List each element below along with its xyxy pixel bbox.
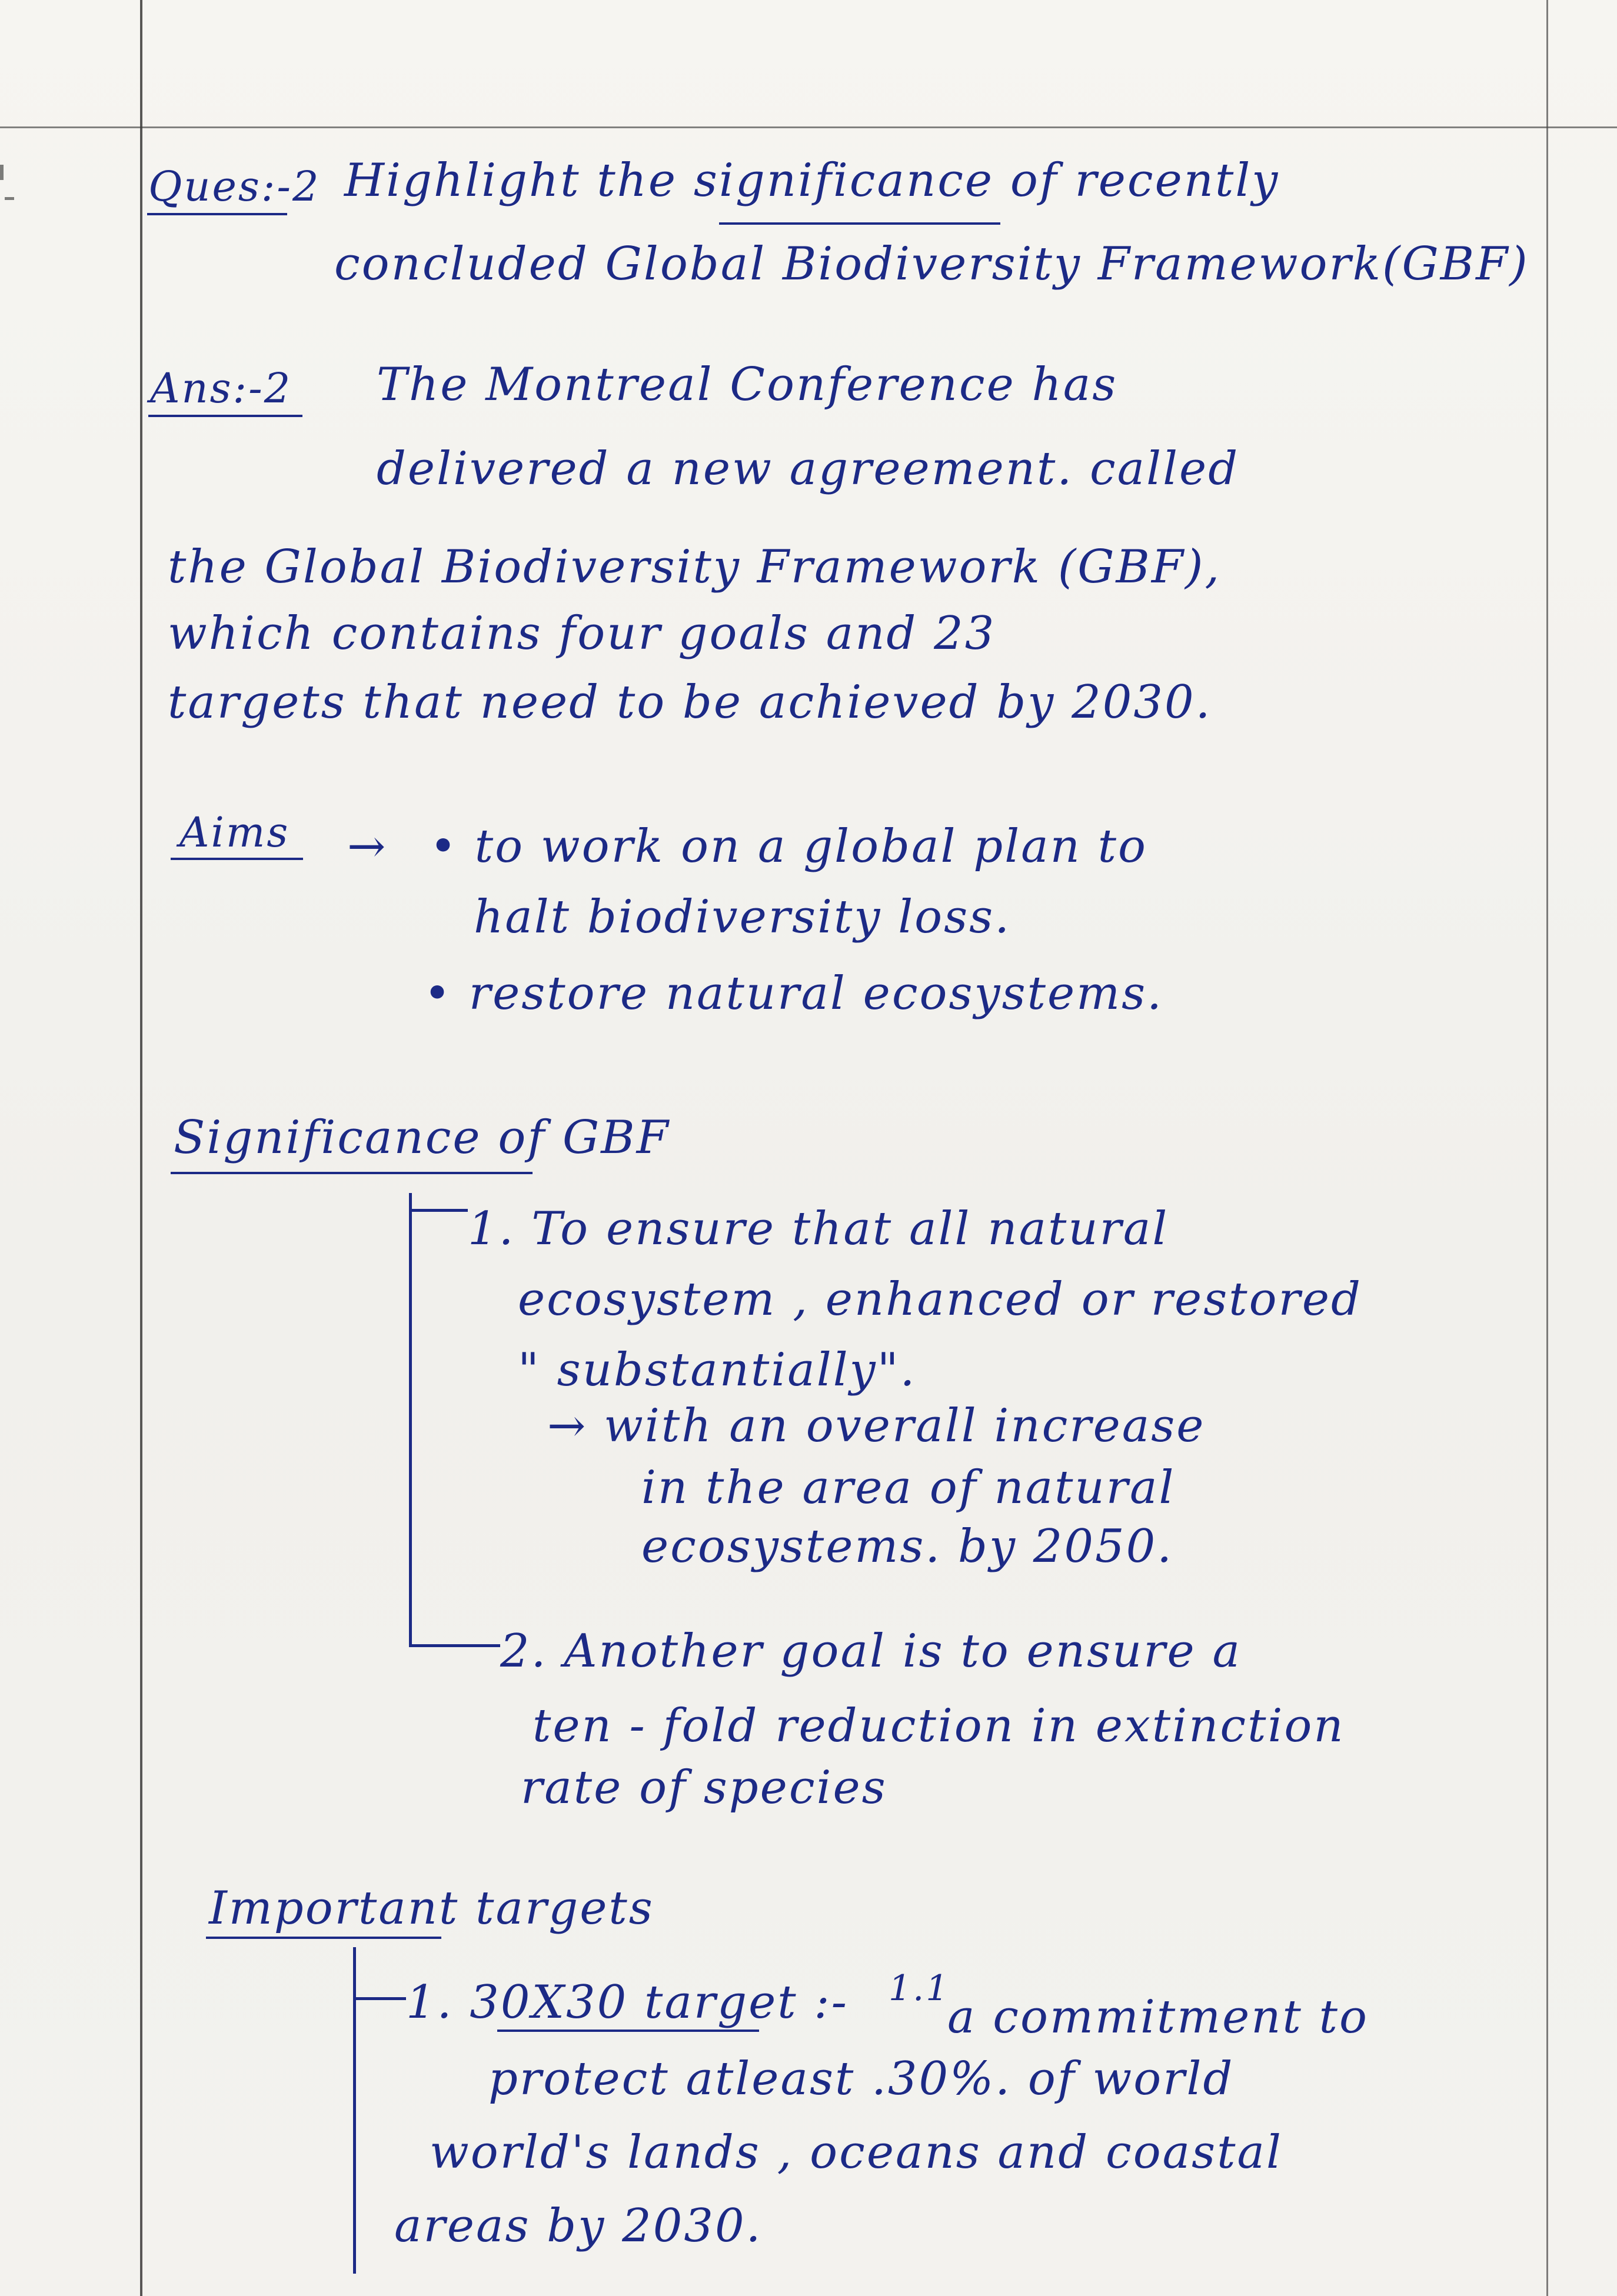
significance-point-1-line-3: " substantially". — [518, 1344, 917, 1397]
question-line-2: concluded Global Biodiversity Framework(GBF) — [334, 238, 1529, 291]
left-margin-line — [140, 0, 142, 2296]
aims-item-1-cont: halt biodiversity loss. — [474, 891, 1011, 944]
targets-bracket-vertical — [353, 1947, 356, 2274]
significance-bracket-bottom — [409, 1644, 500, 1647]
answer-line-2: delivered a new agreement. called — [377, 442, 1240, 495]
edge-mark — [5, 197, 14, 200]
significance-heading-underline — [171, 1172, 533, 1174]
targets-item-1-superscript: 1.1 — [889, 1968, 950, 2009]
significance-point-1-line-2: ecosystem , enhanced or restored — [518, 1273, 1362, 1326]
aims-item-1: • to work on a global plan to — [430, 820, 1147, 873]
answer-line-1: The Montreal Conference has — [377, 358, 1118, 411]
significance-bracket-top — [409, 1209, 468, 1212]
edge-mark — [0, 165, 4, 180]
right-margin-line — [1546, 0, 1548, 2296]
significance-point-1-line-1: 1. To ensure that all natural — [468, 1202, 1169, 1255]
significance-point-2-line-3: rate of species — [521, 1761, 887, 1814]
question-line-1: Highlight the significance of recently — [344, 154, 1280, 207]
significance-sub-1-line-1: → with an overall increase — [547, 1399, 1206, 1452]
question-label-underline — [147, 213, 287, 215]
answer-line-5: targets that need to be achieved by 2030. — [168, 676, 1212, 729]
targets-item-1-line-3: world's lands , oceans and coastal — [430, 2126, 1283, 2179]
aims-item-2: • restore natural ecosystems. — [424, 967, 1163, 1020]
answer-label: Ans:-2 — [150, 364, 292, 412]
significance-heading: Significance of GBF — [174, 1111, 670, 1164]
answer-line-3: the Global Biodiversity Framework (GBF), — [168, 541, 1222, 594]
targets-item-1-line-4: areas by 2030. — [394, 2200, 763, 2252]
significance-sub-1-line-2: in the area of natural — [641, 1461, 1176, 1514]
significance-point-2-line-2: ten - fold reduction in extinction — [533, 1699, 1345, 1752]
aims-heading: Aims — [179, 808, 290, 857]
significance-point-2-line-1: 2. Another goal is to ensure a — [500, 1625, 1242, 1678]
targets-item-1-line-2: protect atleast .30%. of world — [488, 2052, 1235, 2105]
significance-sub-1-line-3: ecosystems. by 2050. — [641, 1520, 1174, 1573]
significance-bracket-vertical — [409, 1193, 412, 1646]
answer-label-underline — [148, 415, 302, 417]
targets-item-1-label: 1. 30X30 target :- — [406, 1976, 849, 2029]
targets-item-1-line-1: a commitment to — [947, 1991, 1369, 2044]
answer-line-4: which contains four goals and 23 — [168, 607, 996, 660]
aims-underline — [171, 858, 303, 860]
targets-item-1-underline — [497, 2030, 759, 2032]
targets-heading: Important targets — [209, 1882, 654, 1935]
top-rule-line — [0, 126, 1617, 128]
targets-heading-underline — [206, 1937, 441, 1939]
aims-arrow: → — [347, 820, 388, 873]
targets-bracket-top — [353, 1997, 406, 2000]
question-label: Ques:-2 — [148, 162, 321, 211]
significance-underline — [719, 222, 1000, 225]
